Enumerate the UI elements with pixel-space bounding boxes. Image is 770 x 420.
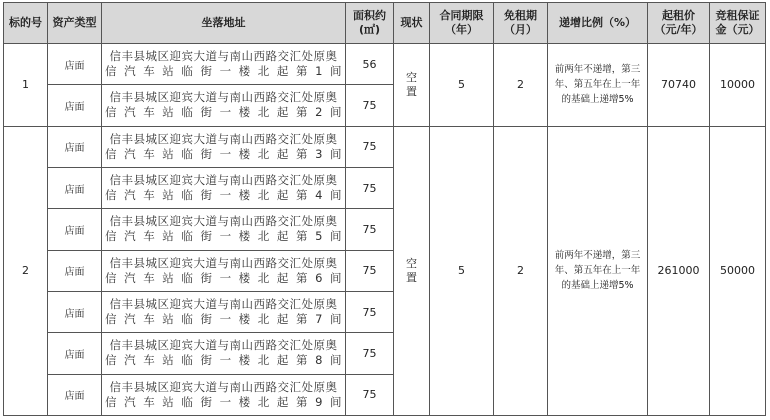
header-status: 现状 <box>394 3 430 44</box>
status-cell <box>394 44 430 127</box>
address-cell: 信丰县城区迎宾大道与南山西路交汇处原奥信汽车站临街一楼北起第6间 <box>102 250 346 291</box>
asset-type-cell: 店面 <box>48 250 102 291</box>
address-cell: 信丰县城区迎宾大道与南山西路交汇处原奥信汽车站临街一楼北起第8间 <box>102 333 346 374</box>
free-period-cell: 2 <box>494 126 548 415</box>
header-increase: 递增比例（%） <box>548 3 648 44</box>
asset-type-cell: 店面 <box>48 291 102 332</box>
asset-type-cell: 店面 <box>48 85 102 126</box>
asset-type-cell: 店面 <box>48 374 102 415</box>
status-text: 空置 <box>406 256 417 284</box>
area-cell: 75 <box>346 209 394 250</box>
area-cell: 75 <box>346 333 394 374</box>
header-lot-no: 标的号 <box>4 3 48 44</box>
lease-table <box>3 2 766 416</box>
status-text: 空置 <box>406 70 417 98</box>
term-cell: 5 <box>430 126 494 415</box>
table-row <box>4 44 766 85</box>
term-cell: 5 <box>430 44 494 127</box>
address-cell: 信丰县城区迎宾大道与南山西路交汇处原奥信汽车站临街一楼北起第1间 <box>102 44 346 85</box>
header-area: 面积约(㎡) <box>346 3 394 44</box>
deposit-cell: 10000 <box>710 44 766 127</box>
area-cell: 75 <box>346 167 394 208</box>
area-cell: 75 <box>346 374 394 415</box>
table-row <box>4 126 766 167</box>
address-cell: 信丰县城区迎宾大道与南山西路交汇处原奥信汽车站临街一楼北起第7间 <box>102 291 346 332</box>
header-address: 坐落地址 <box>102 3 346 44</box>
free-period-cell: 2 <box>494 44 548 127</box>
area-cell: 75 <box>346 291 394 332</box>
lot-number-cell: 1 <box>4 44 48 127</box>
address-cell: 信丰县城区迎宾大道与南山西路交汇处原奥信汽车站临街一楼北起第9间 <box>102 374 346 415</box>
increase-cell: 前两年不递增，第三年、第五年在上一年的基础上递增5% <box>548 126 648 415</box>
table-header-row <box>4 3 766 44</box>
start-rent-cell: 261000 <box>648 126 710 415</box>
address-cell: 信丰县城区迎宾大道与南山西路交汇处原奥信汽车站临街一楼北起第4间 <box>102 167 346 208</box>
area-cell: 75 <box>346 85 394 126</box>
asset-type-cell: 店面 <box>48 126 102 167</box>
address-cell: 信丰县城区迎宾大道与南山西路交汇处原奥信汽车站临街一楼北起第2间 <box>102 85 346 126</box>
status-cell <box>394 126 430 415</box>
area-cell: 75 <box>346 250 394 291</box>
asset-type-cell: 店面 <box>48 167 102 208</box>
increase-cell: 前两年不递增，第三年、第五年在上一年的基础上递增5% <box>548 44 648 127</box>
start-rent-cell: 70740 <box>648 44 710 127</box>
table-body <box>4 44 766 416</box>
header-term: 合同期限（年） <box>430 3 494 44</box>
area-cell: 56 <box>346 44 394 85</box>
header-start-rent: 起租价（元/年） <box>648 3 710 44</box>
address-cell: 信丰县城区迎宾大道与南山西路交汇处原奥信汽车站临街一楼北起第5间 <box>102 209 346 250</box>
area-cell: 75 <box>346 126 394 167</box>
asset-type-cell: 店面 <box>48 333 102 374</box>
asset-type-cell: 店面 <box>48 209 102 250</box>
header-deposit: 竞租保证金（元） <box>710 3 766 44</box>
header-free-period: 免租期（月） <box>494 3 548 44</box>
address-cell: 信丰县城区迎宾大道与南山西路交汇处原奥信汽车站临街一楼北起第3间 <box>102 126 346 167</box>
lot-number-cell: 2 <box>4 126 48 415</box>
asset-type-cell: 店面 <box>48 44 102 85</box>
header-asset-type: 资产类型 <box>48 3 102 44</box>
deposit-cell: 50000 <box>710 126 766 415</box>
